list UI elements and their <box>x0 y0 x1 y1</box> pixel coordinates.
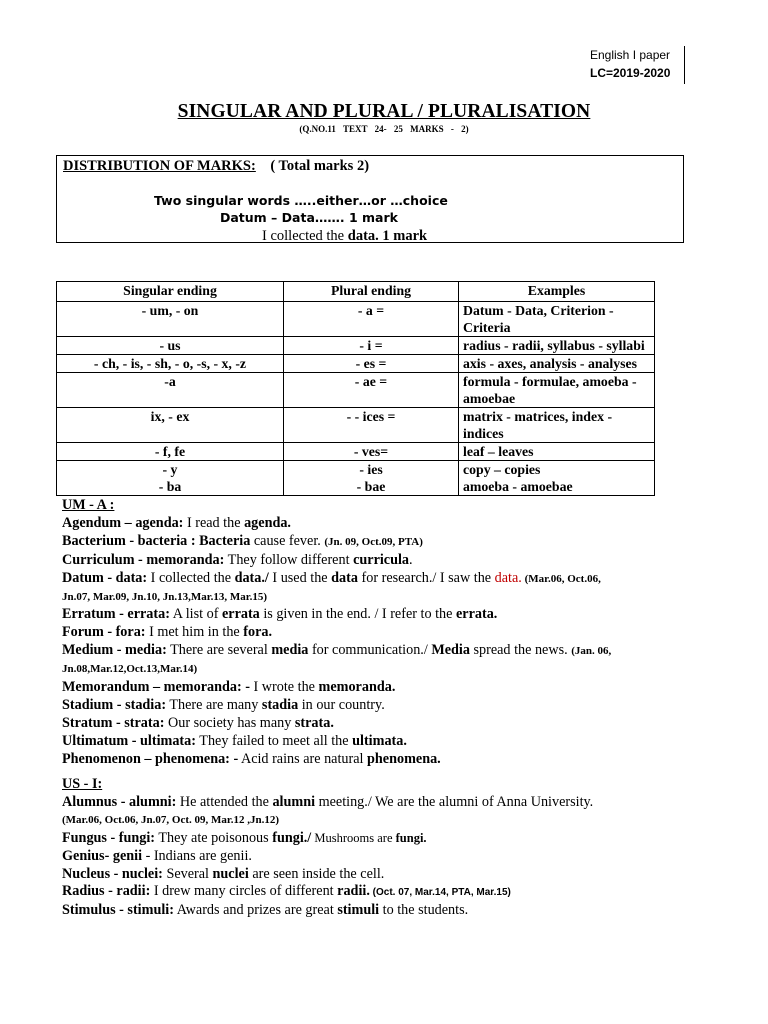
us-section <box>62 776 712 920</box>
example-curriculum: Curriculum - memoranda: They follow different curricula. <box>62 551 413 568</box>
example-stratum: Stratum - strata: Our society has many strata. <box>62 714 334 731</box>
plural-cell: - es = <box>284 355 459 373</box>
page-title: SINGULAR AND PLURAL / PLURALISATION <box>177 101 591 122</box>
example-fungus: Fungus - fungi: They ate poisonous fungi./ Mushrooms are fungi. <box>62 829 427 846</box>
example-stadium: Stadium - stadia: There are many stadia in our country. <box>62 696 385 713</box>
marks-distribution-box <box>56 155 684 243</box>
singular-cell: - ch, - is, - sh, - o, -s, - x, -z <box>57 355 284 373</box>
marks-line-1: Two singular words …..either…or …choice <box>154 193 448 208</box>
example-forum: Forum - fora: I met him in the fora. <box>62 624 273 641</box>
examples-cell: Datum - Data, Criterion - Criteria <box>459 302 655 337</box>
um-heading: UM - A : <box>62 497 115 513</box>
table-header-cell: Examples <box>459 282 655 302</box>
examples-cell: formula - formulae, amoeba - amoebae <box>459 373 655 408</box>
table-row <box>57 443 655 461</box>
paper-header <box>590 46 685 84</box>
marks-heading: DISTRIBUTION OF MARKS: ( Total marks 2) <box>63 158 370 174</box>
example-stimulus: Stimulus - stimuli: Awards and prizes are great stimuli to the students. <box>62 902 469 919</box>
plural-cell: - a = <box>284 302 459 337</box>
table-row <box>57 461 655 496</box>
um-section <box>62 497 712 769</box>
example-genius: Genius- genii - Indians are genii. <box>62 847 252 864</box>
example-medium: Medium - media: There are several media for communication./ Media spread the news. (Jan. 06, <box>62 642 612 659</box>
marks-line-3: I collected the data. 1 mark <box>262 228 428 244</box>
table-row <box>57 337 655 355</box>
marks-line-2: Datum – Data……. 1 mark <box>220 210 398 225</box>
example-radius: Radius - radii: I drew many circles of different radii. (Oct. 07, Mar.14, PTA, Mar.15) <box>62 883 511 900</box>
example-medium-refs: Jn.08,Mar.12,Oct.13,Mar.14) <box>62 663 198 676</box>
example-datum-refs: Jn.07, Mar.09, Jn.10, Jn.13,Mar.13, Mar.15) <box>62 590 268 603</box>
singular-cell: - y - ba <box>57 461 284 496</box>
table-row <box>57 408 655 443</box>
examples-cell: axis - axes, analysis - analyses <box>459 355 655 373</box>
plural-cell: - i = <box>284 337 459 355</box>
example-agendum: Agendum – agenda: I read the agenda. <box>62 514 291 531</box>
table-row <box>57 302 655 337</box>
example-bacterium: Bacterium - bacteria : Bacteria cause fever. (Jn. 09, Oct.09, PTA) <box>62 532 423 549</box>
plural-cell: - ves= <box>284 443 459 461</box>
example-ultimatum: Ultimatum - ultimata: They failed to meet all the ultimata. <box>62 732 407 749</box>
plural-cell: - ae = <box>284 373 459 408</box>
plural-cell: - ies - bae <box>284 461 459 496</box>
examples-cell: matrix - matrices, index - indices <box>459 408 655 443</box>
endings-table <box>56 281 655 496</box>
example-memorandum: Memorandum – memoranda: - I wrote the memoranda. <box>62 679 396 696</box>
examples-cell: copy – copies amoeba - amoebae <box>459 461 655 496</box>
singular-cell: ix, - ex <box>57 408 284 443</box>
table-header-cell: Plural ending <box>284 282 459 302</box>
table-row <box>57 355 655 373</box>
singular-cell: - us <box>57 337 284 355</box>
page-subtitle: (Q.NO.11 TEXT 24- 25 MARKS - 2) <box>299 124 469 134</box>
example-alumnus: Alumnus - alumni: He attended the alumni meeting./ We are the alumni of Anna University. <box>62 793 594 810</box>
example-nucleus: Nucleus - nuclei: Several nuclei are seen inside the cell. <box>62 865 385 882</box>
table-header-cell: Singular ending <box>57 282 284 302</box>
example-datum: Datum - data: I collected the data./ I used the data for research./ I saw the data. (Mar.06, Oct.06, <box>62 569 601 586</box>
singular-cell: - f, fe <box>57 443 284 461</box>
singular-cell: - um, - on <box>57 302 284 337</box>
table-row <box>57 373 655 408</box>
example-phenomenon: Phenomenon – phenomena: - Acid rains are natural phenomena. <box>62 750 441 767</box>
example-erratum: Erratum - errata: A list of errata is given in the end. / I refer to the errata. <box>62 606 498 623</box>
paper-name: English I paper <box>590 48 671 62</box>
plural-cell: - - ices = <box>284 408 459 443</box>
us-heading: US - I: <box>62 776 103 792</box>
singular-cell: -a <box>57 373 284 408</box>
examples-cell: leaf – leaves <box>459 443 655 461</box>
examples-cell: radius - radii, syllabus - syllabi <box>459 337 655 355</box>
paper-year: LC=2019-2020 <box>590 66 671 80</box>
example-alumnus-refs: (Mar.06, Oct.06, Jn.07, Oct. 09, Mar.12 ,Jn.12) <box>62 813 280 826</box>
table-header-row <box>57 282 655 302</box>
